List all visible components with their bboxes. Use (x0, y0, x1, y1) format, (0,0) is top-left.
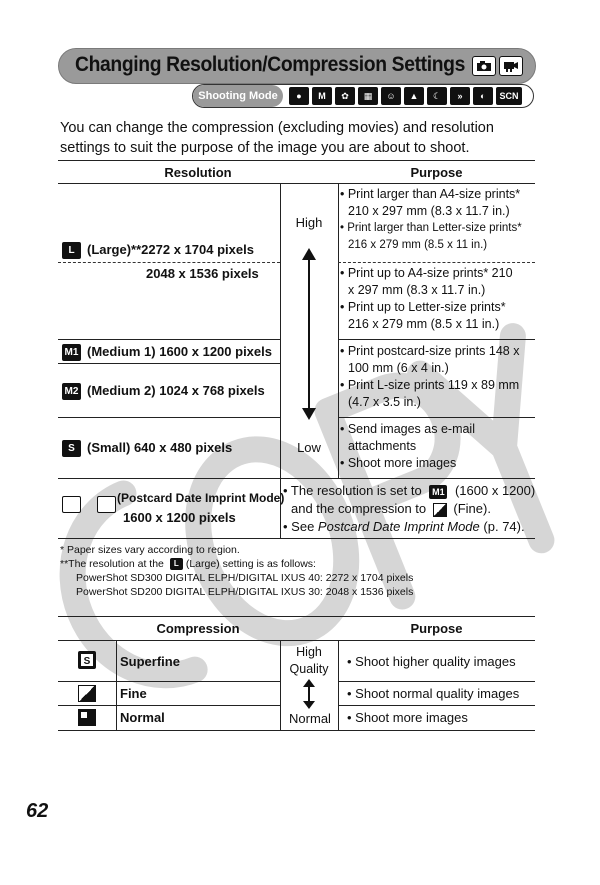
high-quality-label: High Quality (289, 645, 329, 676)
footnote-paper: * Paper sizes vary according to region. (60, 544, 240, 556)
fast-shutter-icon: » (450, 87, 470, 105)
landscape-icon: ▲ (404, 87, 424, 105)
shooting-mode-bar (192, 84, 534, 108)
shooting-mode-label: Shooting Mode (193, 85, 283, 107)
normal-purpose: • Shoot more images (347, 710, 468, 725)
large-small-icon: L (170, 558, 183, 570)
postcard-mode-icons (62, 496, 120, 514)
medium2-resolution: M2 (Medium 2) 1024 x 768 pixels (62, 382, 265, 400)
date-imprint-icon (97, 496, 116, 513)
manual-mode-icon: M (312, 87, 332, 105)
resolution-header: Resolution (164, 165, 232, 180)
page-title: Changing Resolution/Compression Settings (75, 53, 465, 76)
night-scene-icon: ☾ (427, 87, 447, 105)
quality-arrow-icon (300, 248, 318, 420)
footnote-large: **The resolution at the L (Large) setting is as follows: (60, 558, 316, 570)
stitch-assist-icon: ▦ (358, 87, 378, 105)
postcard-purpose: • The resolution is set to M1 (1600 x 1200) and the compression to (Fine). • See Postcard Date Imprint Mode (p. 74). (283, 483, 536, 534)
superfine-purpose: • Shoot higher quality images (347, 654, 516, 669)
special-scene-icon: SCN (496, 87, 522, 105)
portrait-icon: ☺ (381, 87, 401, 105)
movie-icon (499, 56, 523, 76)
purpose-header: Purpose (410, 165, 463, 180)
compression-header: Compression (156, 621, 240, 636)
small-badge-icon: S (62, 440, 81, 457)
postcard-mode-label: (Postcard Date Imprint Mode) (117, 491, 285, 505)
auto-mode-icon: ● (289, 87, 309, 105)
small-purpose: • Send images as e-mail attachments • Shoot more images (340, 422, 475, 470)
large-purpose: • Print larger than A4-size prints* 210 x 297 mm (8.3 x 11.7 in.) • Print larger than Letter-size prints* 216 x 279 mm (8.5 x 11 in.) (340, 187, 522, 251)
postcard-resolution: 1600 x 1200 pixels (123, 510, 236, 525)
footnote-sd300: PowerShot SD300 DIGITAL ELPH/DIGITAL IXUS 40: 2272 x 1704 pixels (76, 572, 414, 584)
camera-icon (472, 56, 496, 76)
svg-text:S: S (83, 656, 91, 667)
small-resolution: S (Small) 640 x 480 pixels (62, 439, 232, 457)
fine-purpose: • Shoot normal quality images (347, 686, 520, 701)
large-resolution: L (Large)**2272 x 1704 pixels (62, 241, 278, 259)
digital-macro-icon: ✿ (335, 87, 355, 105)
medium2-badge-icon: M2 (62, 383, 81, 400)
high-label: High (295, 215, 323, 230)
footnote-sd200: PowerShot SD200 DIGITAL ELPH/DIGITAL IXUS 30: 2048 x 1536 pixels (76, 586, 414, 598)
medium1-small-icon: M1 (429, 485, 447, 499)
superfine-label: Superfine (120, 654, 180, 669)
compression-arrow-icon (302, 679, 316, 709)
medium-purpose: • Print postcard-size prints 148 x 100 mm (6 x 4 in.) • Print L-size prints 119 x 89 mm (4.7 x 3.5 in.) (340, 344, 520, 409)
slow-shutter-icon: ◐ (473, 87, 493, 105)
fine-label: Fine (120, 686, 147, 701)
large-badge-icon: L (62, 242, 81, 259)
low-label: Low (297, 440, 321, 455)
fine-small-icon (433, 503, 447, 517)
normal-quality-label: Normal (289, 711, 331, 726)
large-alt-purpose: • Print up to A4-size prints* 210 x 297 mm (8.3 x 11.7 in.) • Print up to Letter-size prints* 216 x 279 mm (8.5 x 11 in.) (340, 266, 513, 331)
intro-text: You can change the compression (excluding movies) and resolution settings to suit the purpose of the image you are about to shoot. (60, 120, 494, 156)
normal-label: Normal (120, 710, 165, 725)
medium1-badge-icon: M1 (62, 344, 81, 361)
page-number: 62 (26, 800, 49, 822)
section-title-bar (58, 48, 536, 84)
superfine-icon (78, 651, 96, 669)
compression-purpose-header: Purpose (410, 621, 463, 636)
normal-icon (78, 709, 96, 726)
fine-icon (78, 685, 96, 702)
postcard-icon (62, 496, 81, 513)
large-alt-resolution: 2048 x 1536 pixels (146, 266, 259, 281)
medium1-resolution: M1 (Medium 1) 1600 x 1200 pixels (62, 343, 272, 361)
